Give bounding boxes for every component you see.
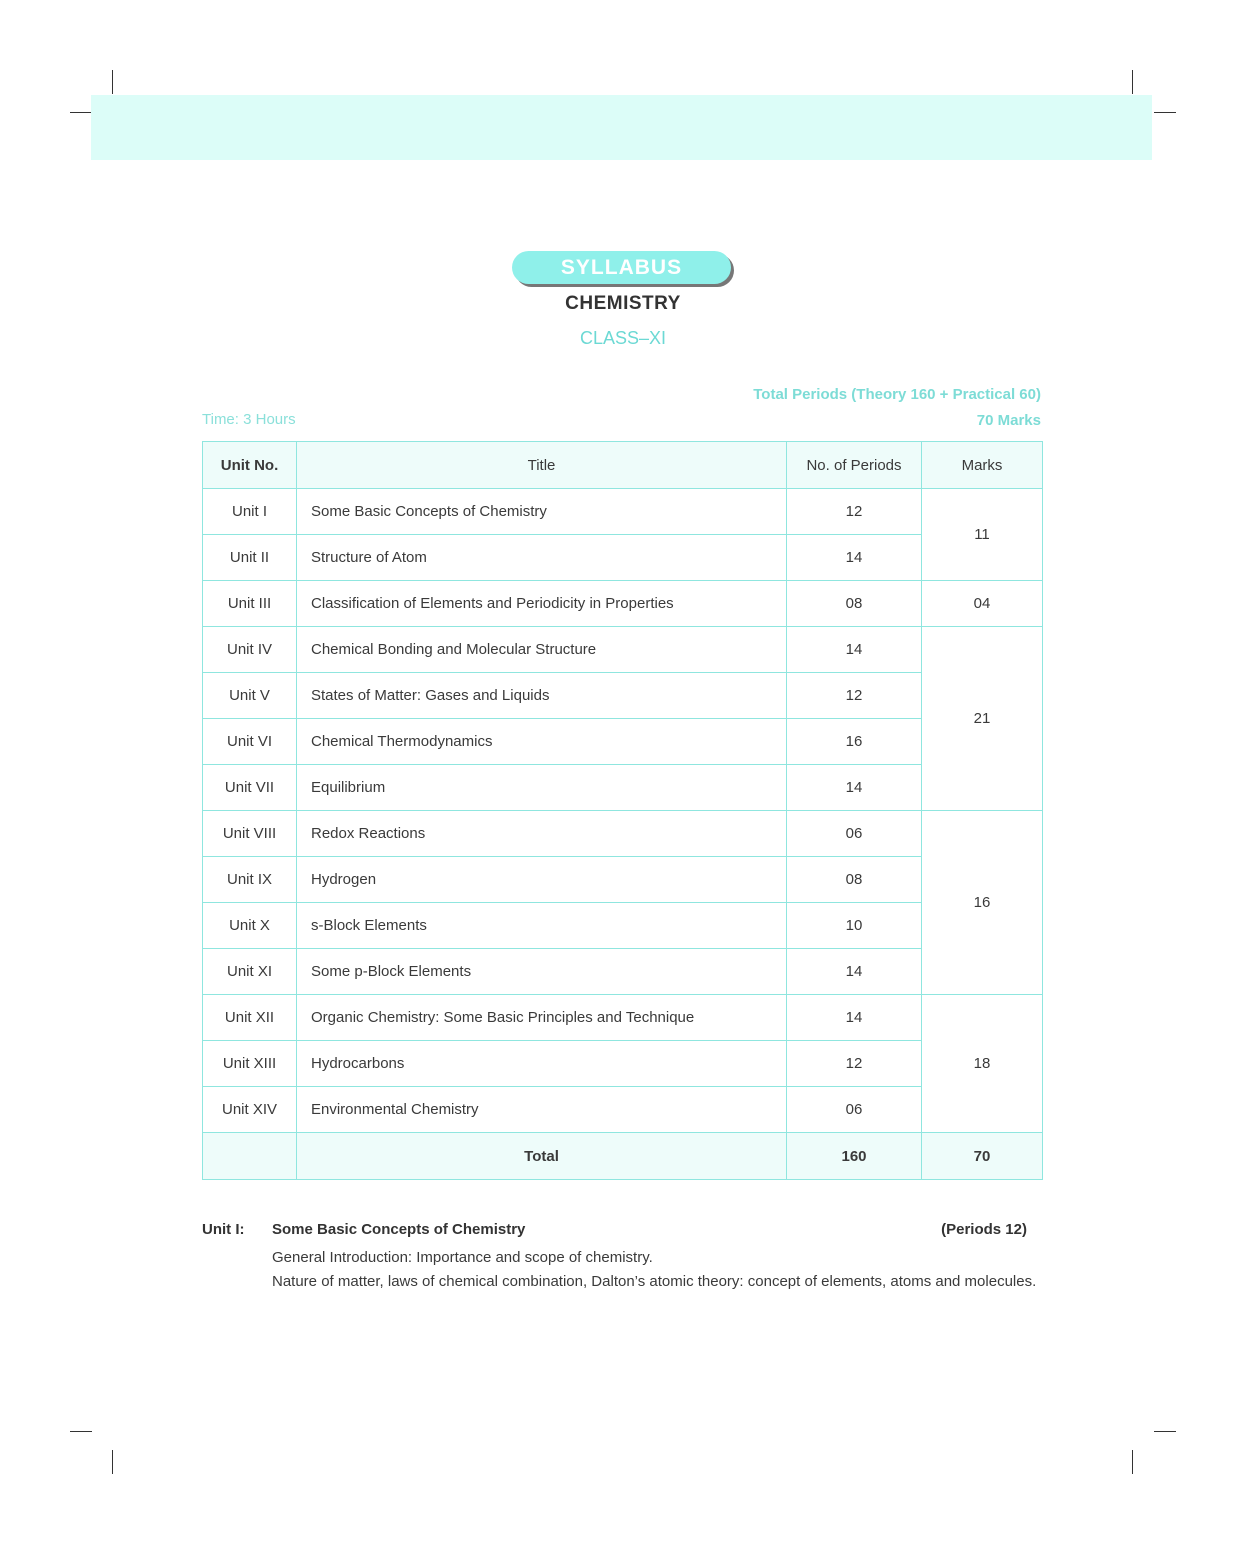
- table-row: [203, 857, 1043, 903]
- total-row: [203, 1133, 1043, 1180]
- header-band: [91, 95, 1152, 160]
- title-cell: Equilibrium: [297, 765, 787, 811]
- title-cell: Chemical Thermodynamics: [297, 719, 787, 765]
- col-header-marks: Marks: [922, 442, 1043, 489]
- periods-cell: 12: [787, 1041, 922, 1087]
- title-cell: Redox Reactions: [297, 811, 787, 857]
- table-row: [203, 1041, 1043, 1087]
- periods-cell: 08: [787, 857, 922, 903]
- table-row: [203, 581, 1043, 627]
- total-periods: 160: [787, 1133, 922, 1180]
- unit-cell: Unit IX: [203, 857, 297, 903]
- crop-mark: [70, 1431, 92, 1432]
- table-row: [203, 535, 1043, 581]
- table-row: [203, 765, 1043, 811]
- title-cell: Hydrogen: [297, 857, 787, 903]
- unit-cell: Unit V: [203, 673, 297, 719]
- syllabus-table: [202, 441, 1043, 1180]
- title-cell: Environmental Chemistry: [297, 1087, 787, 1133]
- unit1-label: Unit I:: [202, 1221, 245, 1238]
- title-cell: s-Block Elements: [297, 903, 787, 949]
- crop-mark: [1132, 1450, 1133, 1474]
- col-header-unit: Unit No.: [203, 442, 297, 489]
- table-row: [203, 719, 1043, 765]
- periods-cell: 06: [787, 811, 922, 857]
- unit-cell: Unit XI: [203, 949, 297, 995]
- col-header-title: Title: [297, 442, 787, 489]
- title-cell: Organic Chemistry: Some Basic Principles and Technique: [297, 995, 787, 1041]
- title-cell: Chemical Bonding and Molecular Structure: [297, 627, 787, 673]
- marks-cell: 16: [922, 811, 1043, 995]
- marks-cell: 18: [922, 995, 1043, 1133]
- title-cell: Some Basic Concepts of Chemistry: [297, 489, 787, 535]
- table-header-row: [203, 442, 1043, 489]
- title-cell: States of Matter: Gases and Liquids: [297, 673, 787, 719]
- unit-cell: Unit I: [203, 489, 297, 535]
- periods-cell: 14: [787, 765, 922, 811]
- title-cell: Structure of Atom: [297, 535, 787, 581]
- unit-cell: Unit IV: [203, 627, 297, 673]
- periods-cell: 12: [787, 673, 922, 719]
- periods-cell: 14: [787, 949, 922, 995]
- table-row: [203, 903, 1043, 949]
- unit-cell: Unit III: [203, 581, 297, 627]
- title-cell: Classification of Elements and Periodicity in Properties: [297, 581, 787, 627]
- table-row: [203, 673, 1043, 719]
- title-cell: Hydrocarbons: [297, 1041, 787, 1087]
- crop-mark: [1132, 70, 1133, 94]
- total-periods: Total Periods (Theory 160 + Practical 60): [753, 386, 1041, 403]
- table-row: [203, 995, 1043, 1041]
- marks-cell: 11: [922, 489, 1043, 581]
- unit-cell: Unit X: [203, 903, 297, 949]
- table-row: [203, 811, 1043, 857]
- total-label: Total: [297, 1133, 787, 1180]
- marks-cell: 21: [922, 627, 1043, 811]
- crop-mark: [1154, 112, 1176, 113]
- periods-cell: 08: [787, 581, 922, 627]
- time-label: Time: 3 Hours: [202, 411, 296, 428]
- periods-cell: 14: [787, 627, 922, 673]
- unit-cell: Unit VIII: [203, 811, 297, 857]
- unit1-paragraph: General Introduction: Importance and scope of chemistry.: [272, 1249, 653, 1266]
- periods-cell: 10: [787, 903, 922, 949]
- table-row: [203, 627, 1043, 673]
- unit-cell: Unit II: [203, 535, 297, 581]
- unit-cell: Unit XII: [203, 995, 297, 1041]
- periods-cell: 06: [787, 1087, 922, 1133]
- unit-cell: Unit XIII: [203, 1041, 297, 1087]
- marks-cell: 04: [922, 581, 1043, 627]
- table-row: [203, 949, 1043, 995]
- unit1-periods: (Periods 12): [941, 1221, 1027, 1238]
- unit-cell: Unit XIV: [203, 1087, 297, 1133]
- periods-cell: 14: [787, 535, 922, 581]
- unit1-title: Some Basic Concepts of Chemistry: [272, 1221, 526, 1238]
- unit-cell: Unit VII: [203, 765, 297, 811]
- class-label: CLASS–XI: [579, 328, 667, 348]
- periods-cell: 16: [787, 719, 922, 765]
- marks-label: 70 Marks: [976, 412, 1041, 429]
- unit-cell: Unit VI: [203, 719, 297, 765]
- crop-mark: [70, 112, 92, 113]
- subject-title: CHEMISTRY: [565, 293, 681, 314]
- total-marks: 70: [922, 1133, 1043, 1180]
- title-cell: Some p-Block Elements: [297, 949, 787, 995]
- table-row: [203, 1087, 1043, 1133]
- table-row: [203, 489, 1043, 535]
- crop-mark: [112, 70, 113, 94]
- badge-label: SYLLABUS: [512, 251, 731, 284]
- periods-cell: 12: [787, 489, 922, 535]
- crop-mark: [1154, 1431, 1176, 1432]
- col-header-periods: No. of Periods: [787, 442, 922, 489]
- syllabus-badge: [512, 251, 734, 287]
- crop-mark: [112, 1450, 113, 1474]
- periods-cell: 14: [787, 995, 922, 1041]
- unit1-paragraph: Nature of matter, laws of chemical combination, Dalton’s atomic theory: concept of elements, atoms and molecules.: [272, 1273, 1037, 1290]
- total-empty-cell: [203, 1133, 297, 1180]
